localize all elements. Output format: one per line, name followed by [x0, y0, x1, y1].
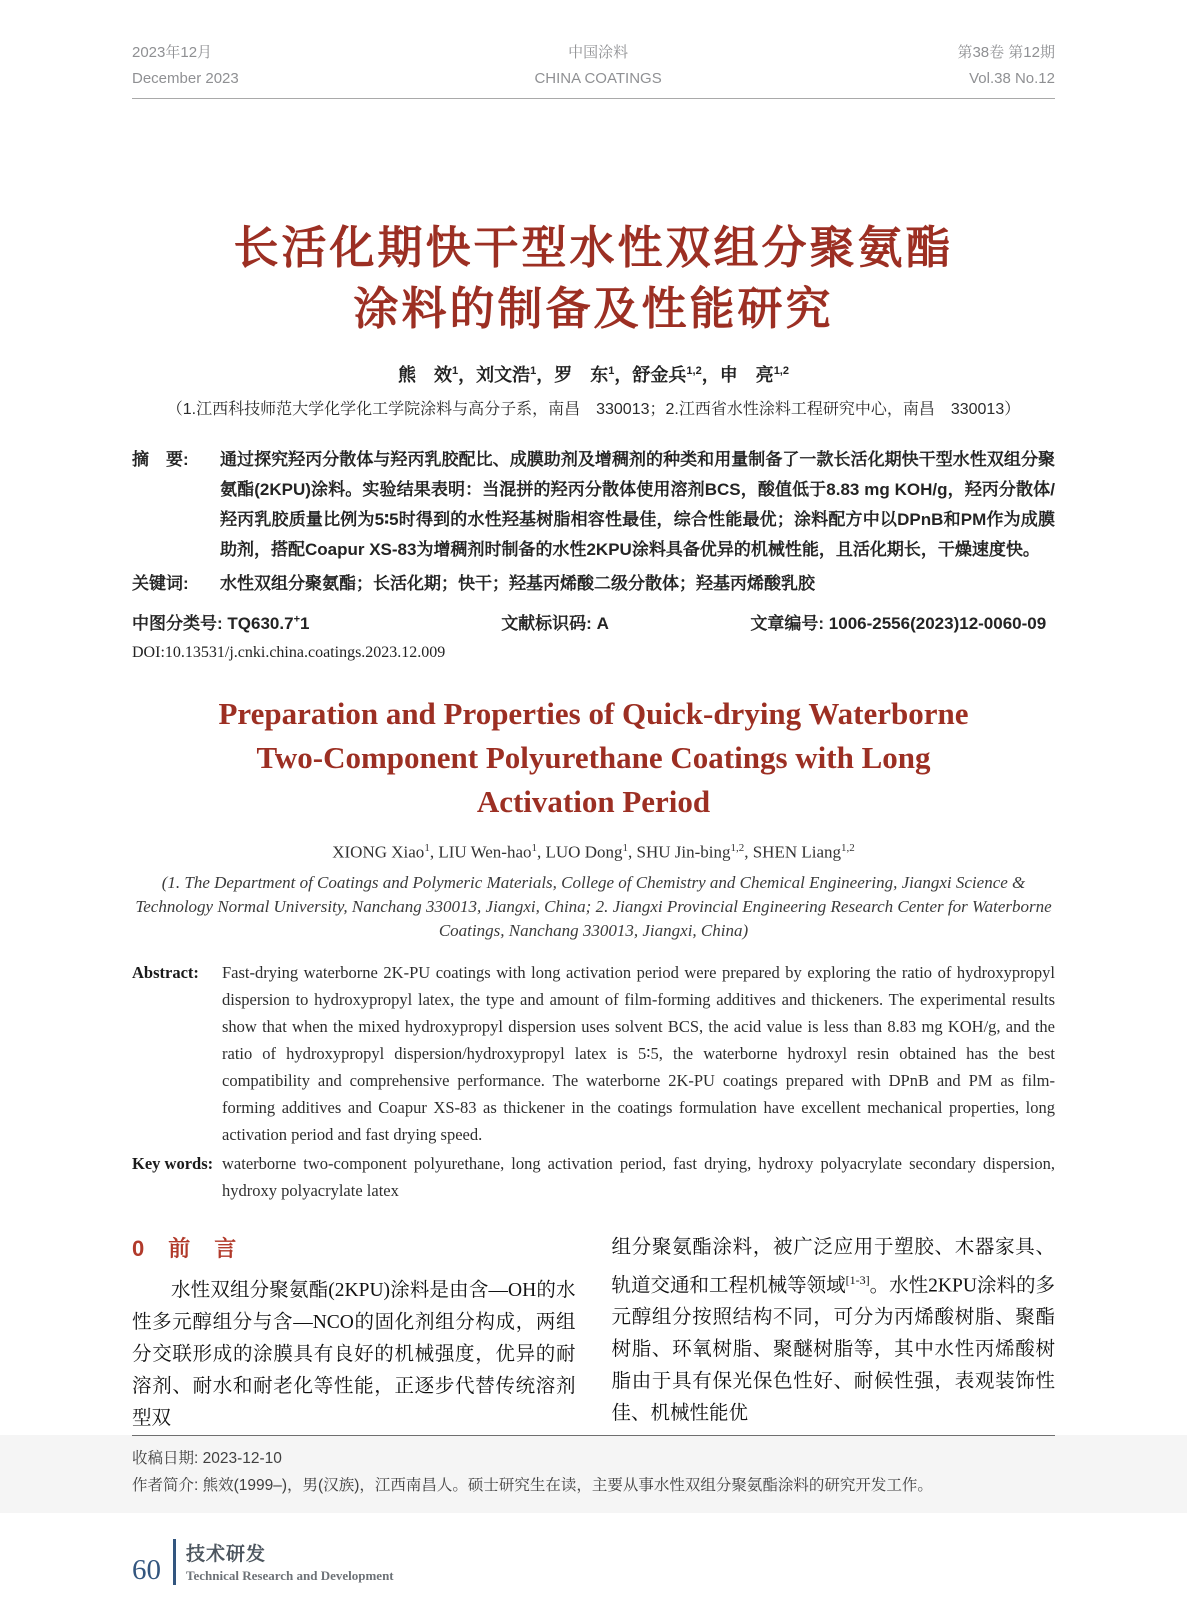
author-en: LIU Wen-hao: [438, 842, 532, 862]
column-title-zh: 技术研发: [186, 1544, 267, 1566]
footnote-band: [0, 1435, 1187, 1513]
abstract-en-label: Abstract:: [132, 962, 199, 982]
doi: DOI:10.13531/j.cnki.china.coatings.2023.12.009: [132, 644, 446, 661]
volume-zh: 第38卷 第12期: [957, 44, 1055, 61]
intro-paragraph-left: 水性双组分聚氨酯(2KPU)涂料是由含—OH的水性多元醇组分与含—NCO的固化剂组分构成，两组分交联形成的涂膜具有良好的机械强度，优异的耐溶剂、耐水和耐老化等性能，正逐步代替传统溶剂型双: [132, 1279, 576, 1429]
article-title-en: [132, 692, 1055, 824]
footnote-content: [132, 1435, 1055, 1513]
keywords-en: [132, 1150, 1055, 1204]
author-separator: ，: [458, 365, 477, 385]
authors-en: [132, 842, 1055, 863]
author-affil-mark: 1,2: [686, 365, 702, 377]
author-en: LUO Dong: [545, 842, 623, 862]
page-footer: [132, 1539, 1055, 1600]
author-bio-value: 熊效(1999–)，男(汉族)，江西南昌人。硕士研究生在读，主要从事水性双组分聚氨酯涂料的研究开发工作。: [202, 1476, 933, 1494]
keywords-zh-label: 关键词:: [132, 574, 189, 593]
author-bio-label: 作者简介:: [132, 1476, 199, 1494]
volume-en: Vol.38 No.12: [969, 70, 1055, 87]
document-code: [501, 609, 750, 634]
intro-paragraph-right: [612, 1232, 1056, 1431]
document-code-label: 文献标识码:: [501, 614, 592, 633]
article-title-zh: [132, 217, 1055, 339]
received-date: [132, 1445, 1055, 1472]
introduction-columns: [132, 1232, 1055, 1435]
abstract-zh-text: 通过探究羟丙分散体与羟丙乳胶配比、成膜助剂及增稠剂的种类和用量制备了一款长活化期快干型水性双组分聚氨酯(2KPU)涂料。实验结果表明：当混拼的羟丙分散体使用溶剂BCS，酸值低于8.83 mg KOH/g，羟丙分散体/羟丙乳胶质量比例为5∶5时得到的水性羟基树脂相容性最佳，综合性能最优；涂料配方中以DPnB和PM作为成膜助剂，搭配Coapur XS-83为增稠剂时制备的水性2KPU涂料具备优异的机械性能，且活化期长，干燥速度快。: [220, 450, 1055, 559]
article-id-value: 1006-2556(2023)12-0060-09: [828, 614, 1047, 633]
classification-row: [132, 609, 1055, 634]
abstract-zh-label: 摘 要:: [132, 450, 189, 469]
author-affil-mark: 1,2: [730, 842, 745, 854]
author-zh: 熊 效: [398, 365, 453, 385]
author-affil-mark: 1: [531, 842, 538, 854]
page-number: 60: [132, 1553, 161, 1586]
article-id-label: 文章编号:: [750, 614, 825, 633]
author-en: XIONG Xiao: [332, 842, 425, 862]
author-separator: ,: [627, 842, 637, 862]
affiliation-en: (1. The Department of Coatings and Polymeric Materials, College of Chemistry and Chemical Engineering, Jiangxi Science & Technology Normal University, Nanchang 330013, Jiangxi, China; 2. Jiangxi Provincial Engineering Research Center for Waterborne Coatings, Nanchang 330013, Jiangxi, China): [135, 872, 1052, 940]
clc-number: [132, 609, 501, 634]
intro-left-column: [132, 1232, 576, 1435]
author-affil-mark: 1: [622, 842, 628, 854]
author-separator: ，: [536, 365, 555, 385]
author-separator: ,: [429, 842, 439, 862]
header-divider: [132, 98, 1055, 99]
header-volume: [957, 40, 1055, 92]
title-en-line3: Activation Period: [476, 784, 711, 819]
author-affil-mark: 1,2: [841, 842, 855, 854]
author-affil-mark: 1: [424, 842, 430, 854]
header-date-zh: 2023年12月: [132, 44, 213, 61]
author-separator: ,: [744, 842, 753, 862]
author-affil-mark: 1,2: [773, 365, 789, 377]
footer-divider-bar: [173, 1539, 176, 1585]
clc-tail: 1: [300, 614, 310, 633]
clc-value: TQ630.7: [227, 614, 294, 633]
document-code-value: A: [596, 614, 609, 633]
author-zh: 申 亮: [719, 365, 774, 385]
author-en: SHU Jin-bing: [636, 842, 731, 862]
keywords-zh: [132, 569, 1055, 599]
intro-right-column: [612, 1232, 1056, 1435]
column-title-en: Technical Research and Development: [186, 1568, 394, 1584]
author-zh: 舒金兵: [632, 365, 687, 385]
author-affil-mark: 1: [530, 365, 537, 377]
author-bio: [132, 1472, 1055, 1499]
section-heading-intro: 0 前 言: [132, 1235, 238, 1261]
keywords-zh-text: 水性双组分聚氨酯；长活化期；快干；羟基丙烯酸二级分散体；羟基丙烯酸乳胶: [220, 574, 815, 593]
title-zh-line2: 涂料的制备及性能研究: [353, 283, 834, 334]
author-separator: ，: [701, 365, 720, 385]
header-journal-name: [534, 40, 661, 92]
author-separator: ，: [614, 365, 633, 385]
header-date-en: December 2023: [132, 70, 239, 87]
keywords-en-label: Key words:: [132, 1153, 214, 1173]
title-zh-line1: 长活化期快干型水性双组分聚氨酯: [233, 222, 954, 273]
author-zh: 刘文浩: [476, 365, 531, 385]
authors-zh: [132, 361, 1055, 387]
citation-mark: [1-3]: [845, 1272, 870, 1287]
abstract-en-text: Fast-drying waterborne 2K-PU coatings with long activation period were prepared by exploring the ratio of hydroxypropyl dispersion to hydroxypropyl latex, the type and amount of film-forming additives and thickeners. The experimental results show that when the mixed hydroxypropyl dispersion uses solvent BCS, the acid value is less than 8.83 mg KOH/g, and the ratio of hydroxypropyl dispersion/hydroxypropyl latex is 5∶5, the waterborne hydroxyl resin obtained has the best compatibility and comprehensive performance. The waterborne 2K-PU coatings prepared with DPnB and PM as film-forming additives and Coapur XS-83 as thickener in the coatings formulation have excellent mechanical properties, long activation period and fast drying speed.: [222, 962, 1055, 1144]
header-date: [132, 40, 239, 92]
title-en-line1: Preparation and Properties of Quick-drying Waterborne: [218, 696, 969, 731]
intro-right-text: 组分聚氨酯涂料，被广泛应用于塑胶、木器家具、轨道交通和工程机械等领域: [611, 1236, 1055, 1297]
keywords-en-text: waterborne two-component polyurethane, long activation period, fast drying, hydroxy polyacrylate secondary dispersion, hydroxy polyacrylate latex: [222, 1153, 1055, 1200]
clc-label: 中图分类号:: [132, 614, 223, 633]
author-affil-mark: 1: [452, 365, 459, 377]
affiliation-zh: （1.江西科技师范大学化学化工学院涂料与高分子系，南昌 330013；2.江西省水性涂料工程研究中心，南昌 330013）: [166, 401, 1021, 418]
journal-name-zh: 中国涂料: [568, 44, 629, 61]
intro-right-text: 。水性2KPU涂料的多元醇组分按照结构不同，可分为丙烯酸树脂、聚酯树脂、环氧树脂、聚醚树脂等，其中水性丙烯酸树脂由于具有保光保色性好、耐候性强，表观装饰性佳、机械性能优: [611, 1275, 1055, 1425]
author-zh: 罗 东: [554, 365, 609, 385]
abstract-zh: [132, 445, 1055, 565]
author-separator: ,: [537, 842, 546, 862]
column-title: [186, 1539, 394, 1584]
received-date-label: 收稿日期:: [132, 1449, 199, 1467]
author-affil-mark: 1: [608, 365, 615, 377]
journal-name-en: CHINA COATINGS: [534, 70, 662, 87]
clc-sup: +: [293, 613, 300, 626]
article-id: [750, 609, 1055, 634]
journal-header: [132, 40, 1055, 92]
abstract-en: [132, 959, 1055, 1148]
author-en: SHEN Liang: [752, 842, 842, 862]
title-en-line2: Two-Component Polyurethane Coatings with Long: [256, 740, 931, 775]
received-date-value: 2023-12-10: [202, 1449, 282, 1467]
